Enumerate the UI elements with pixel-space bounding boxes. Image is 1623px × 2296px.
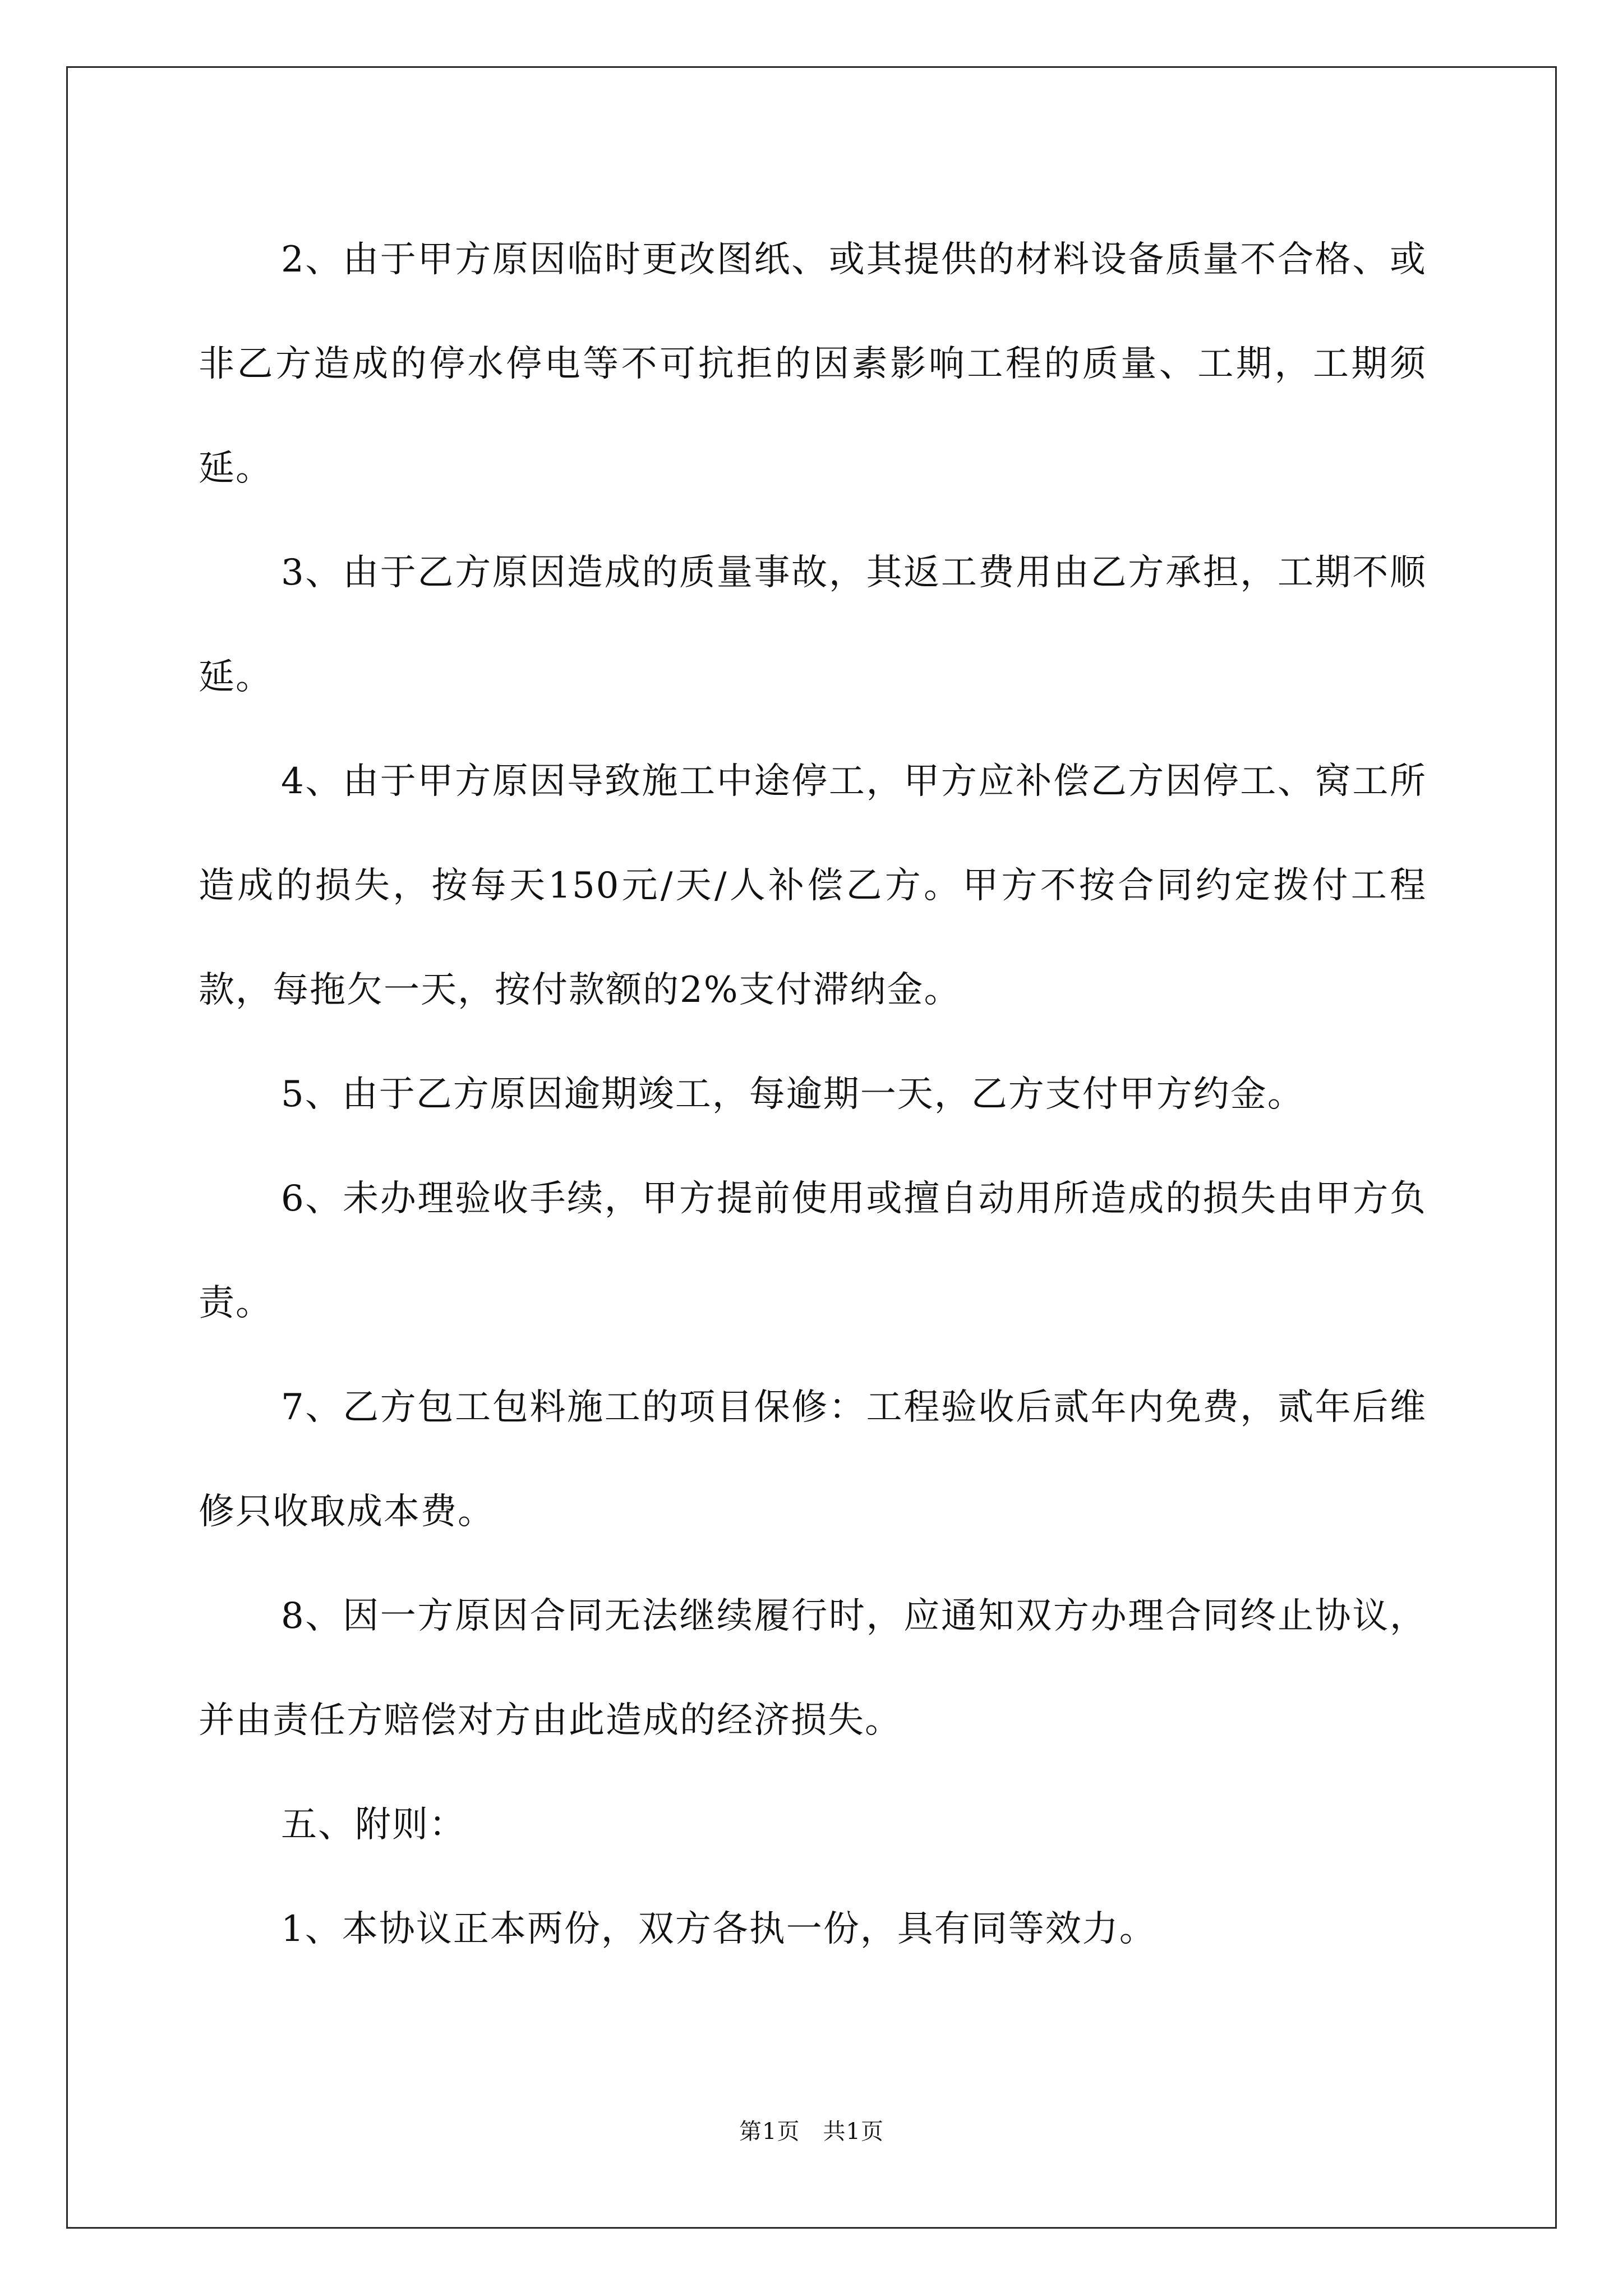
document-body xyxy=(199,208,1427,1981)
paragraph-clause-8: 8、因一方原因合同无法继续履行时，应通知双方办理合同终止协议，并由责任方赔偿对方由此造成的经济损失。 xyxy=(199,1595,1427,1741)
paragraph-clause-4: 4、由于甲方原因导致施工中途停工，甲方应补偿乙方因停工、窝工所造成的损失，按每天150元/天/人补偿乙方。甲方不按合同约定拨付工程款，每拖欠一天，按付款额的2%支付滞纳金。 xyxy=(199,761,1427,1011)
paragraph-clause-6: 6、未办理验收手续，甲方提前使用或擅自动用所造成的损失由甲方负责。 xyxy=(199,1178,1427,1324)
paragraph-clause-5: 5、由于乙方原因逾期竣工，每逾期一天，乙方支付甲方约金。 xyxy=(281,1074,1304,1115)
section-heading-appendix: 五、附则： xyxy=(281,1804,466,1846)
paragraph-clause-3: 3、由于乙方原因造成的质量事故，其返工费用由乙方承担，工期不顺延。 xyxy=(199,552,1427,698)
paragraph-appendix-1: 1、本协议正本两份，双方各执一份，具有同等效力。 xyxy=(281,1908,1156,1950)
paragraph-clause-7: 7、乙方包工包料施工的项目保修：工程验收后贰年内免费，贰年后维修只收取成本费。 xyxy=(199,1387,1427,1533)
page-footer: 第1页 共1页 xyxy=(739,2119,884,2145)
paragraph-clause-2: 2、由于甲方原因临时更改图纸、或其提供的材料设备质量不合格、或非乙方造成的停水停电等不可抗拒的因素影响工程的质量、工期，工期须延。 xyxy=(199,239,1427,489)
